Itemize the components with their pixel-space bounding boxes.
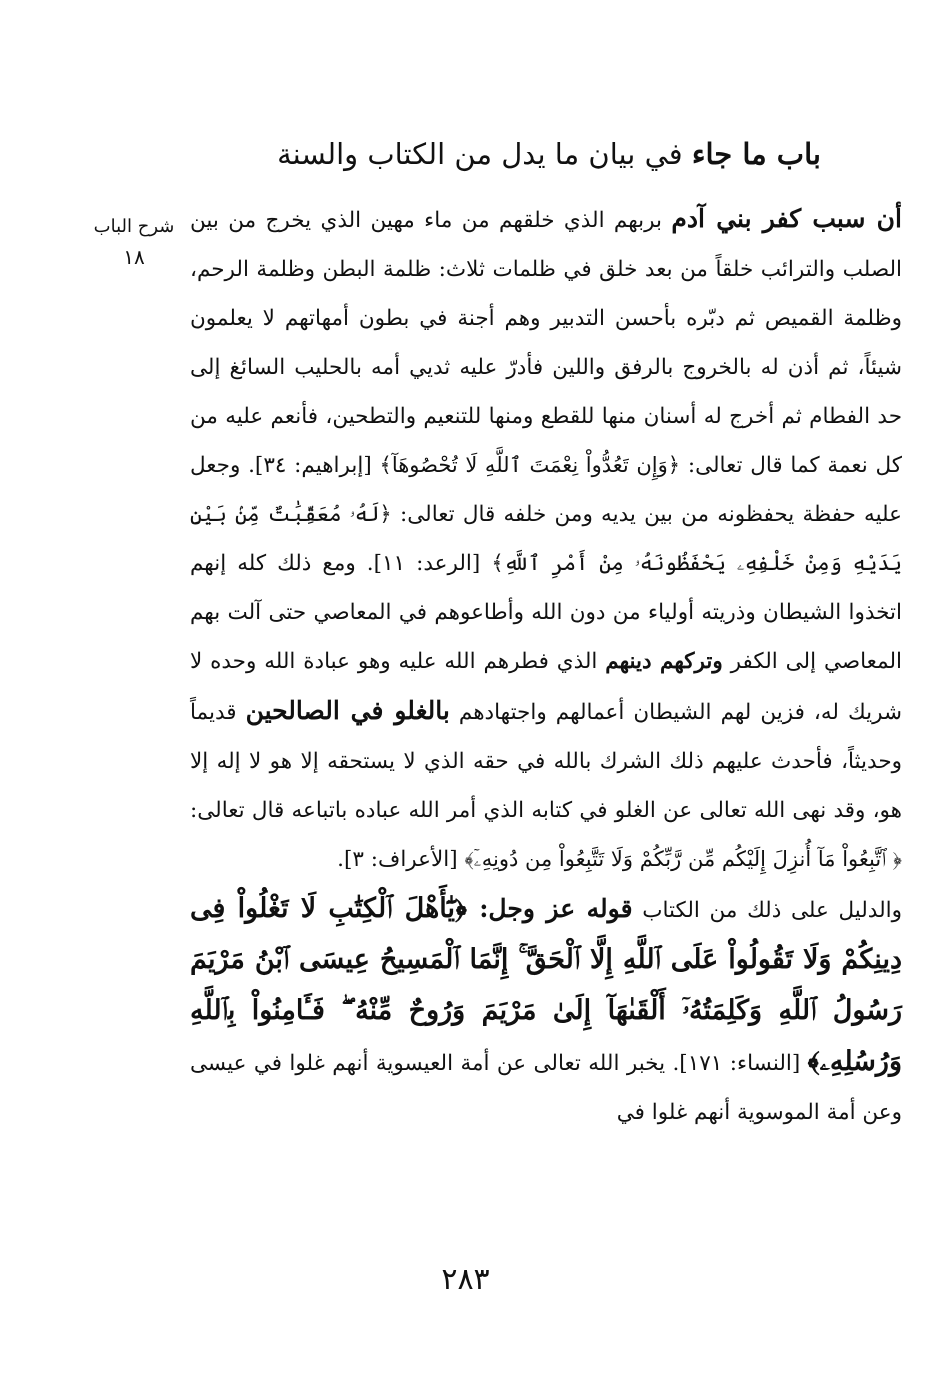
paragraph-text: وجعل عليه حفظة يحفظونه من بين يديه ومن خلفه قال تعالى: [190, 453, 903, 527]
bold-phrase-large: بالغلو في الصالحين [245, 696, 450, 725]
quran-verse: ﴿لَهُۥ مُعَقِّبَٰتٌ مِّنۢ بَيْنِ يَدَيْهِ وَمِنْ خَلْفِهِۦ يَحْفَظُونَهُۥ مِنْ أَمْرِ ٱللَّهِ﴾ [190, 502, 902, 575]
bold-phrase: قوله عز وجل: [479, 894, 633, 923]
body-text [190, 194, 902, 1137]
chapter-heading-bold: باب ما جاء [691, 137, 821, 171]
margin-note [78, 212, 190, 272]
verse-reference: [الرعد: ١١]. [355, 551, 492, 576]
paragraph-text: الذي فطرهم الله عليه وهو عبادة الله وحده لا شريك له، فزين لهم الشيطان أعمالهم واجتهادهم [190, 649, 902, 725]
opening-bold-phrase: أن سبب كفر بني آدم [671, 204, 902, 233]
margin-note-label: شرح الباب [93, 216, 175, 237]
paragraph-1 [190, 194, 902, 884]
quran-verse: ﴿وَإِن تَعُدُّواْ نِعْمَتَ ٱللَّهِ لَا تُحْصُوهَآ﴾ [379, 453, 681, 477]
chapter-heading-rest: في بيان ما يدل من الكتاب والسنة [277, 137, 692, 171]
paragraph-2 [190, 884, 902, 1137]
bold-phrase: وتركهم دينهم [605, 649, 723, 674]
chapter-heading [201, 132, 821, 176]
paragraph-text: ومع ذلك كله إنهم اتخذوا الشيطان وذريته أولياء من دون الله وأطاعوهم في المعاصي حتى آلت بهم المعاصي إلى الكفر [190, 551, 903, 674]
quran-verse: ﴿ ٱتَّبِعُواْ مَآ أُنزِلَ إِلَيْكُم مِّن رَّبِّكُمْ وَلَا تَتَّبِعُواْ مِن دُونِهِۦٓ﴾ [464, 847, 902, 871]
paragraph-text: يخبر الله تعالى عن أمة العيسوية أنهم غلوا في عيسى وعن أمة الموسوية أنهم غلوا في [190, 1051, 902, 1125]
paragraph-text: والدليل على ذلك من الكتاب [632, 898, 902, 923]
quran-verse-large: ﴿يَٰٓأَهْلَ ٱلْكِتَٰبِ لَا تَغْلُواْ فِى دِينِكُمْ وَلَا تَقُولُواْ عَلَى ٱللَّهِ إِلَّا ٱلْحَقَّ ۚ إِنَّمَا ٱلْمَسِيحُ عِيسَى ٱبْنُ مَرْيَمَ رَسُولُ ٱللَّهِ وَكَلِمَتُهُۥٓ أَلْقَىٰهَآ إِلَىٰ مَرْيَمَ وَرُوحٌ مِّنْهُ ۖ فَـَٔامِنُواْ بِٱللَّهِ وَرُسُلِهِۦ﴾ [190, 893, 903, 1077]
paragraph-text: قديماً وحديثاً، فأحدث عليهم ذلك الشرك بالله في حقه الذي لا يستحقه إلا هو لا إله إلا هو، وقد نهى الله تعالى عن الغلو في كتابه الذي أمر الله عباده باتباعه قال تعالى: [190, 700, 902, 823]
verse-reference: [الأعراف: ٣]. [337, 847, 465, 872]
paragraph-text: بربهم الذي خلقهم من ماء مهين الذي يخرج من بين الصلب والترائب خلقاً من بعد خلق في ظلمات ثلاث: ظلمة البطن وظلمة الرحم، وظلمة القميص ثم دبّره بأحسن التدبير وهم أجنة في بطون أمهاتهم لا يعلمون شيئاً، ثم أذن له بالخروج بالرفق واللين فأدرّ عليه ثديي أمه بالحليب السائغ إلى حد الفطام ثم أخرج له أسنان منها للقطع ومنها للتنعيم والتطحين، فأنعم عليه من كل نعمة كما قال تعالى: [190, 208, 903, 478]
verse-reference: [النساء: ١٧١]. [665, 1051, 808, 1076]
verse-reference: [إبراهيم: ٣٤]. [240, 453, 380, 478]
page-number: ٢٨٣ [441, 1262, 490, 1297]
margin-note-number: ١٨ [123, 245, 145, 269]
